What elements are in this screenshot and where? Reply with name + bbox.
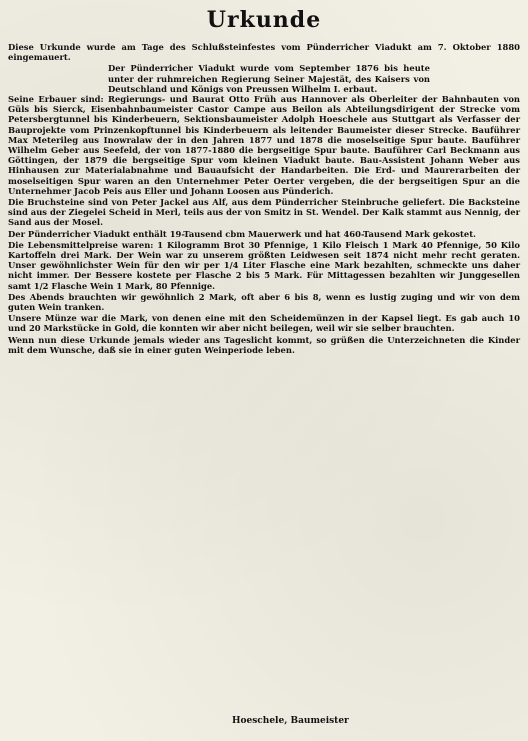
document-title: Urkunde bbox=[206, 7, 322, 33]
materials-paragraph: Die Bruchsteine sind von Peter Jackel aus Alf, aus dem Pünderricher Steinbruche geliefert. Die Backsteine sind aus der Ziegelei Scheid in Merl, teils aus der von Smitz in St. Wendel. Der Kalk stammt aus Nennig, der Sand aus der Mosel. bbox=[8, 197, 520, 228]
evening-paragraph: Des Abends brauchten wir gewöhnlich 2 Mark, oft aber 6 bis 8, wenn es lustig zuging und wir von dem guten Wein tranken. bbox=[8, 291, 520, 313]
cost-paragraph: Der Pünderricher Viadukt enthält 19-Tausend cbm Mauerwerk und hat 460-Tausend Mark gekostet. bbox=[8, 228, 476, 239]
intro-paragraph: Diese Urkunde wurde am Tage des Schlußsteinfestes vom Pünderricher Viadukt am 7. Oktober 1880 eingemauert. bbox=[8, 42, 520, 63]
signature: Hoeschele, Baumeister bbox=[232, 716, 349, 726]
centered-dedication: Der Pünderricher Viadukt wurde vom September 1876 bis heute unter der ruhmreichen Regierung Seiner Majestät, des Kaisers von Deutschland und Königs von Preussen Wilhelm I. erbaut. bbox=[108, 63, 430, 94]
builders-paragraph: Seine Erbauer sind: Regierungs- und Baurat Otto Früh aus Hannover als Oberleiter der Bahnbauten von Güls bis Sierck, Eisenbahnbaumeister Castor Campe aus Beilon als Abteilungsdirigent der Strecke vom Petersbergtunnel bis Kinderbeuern, Sektionsbaumeister Adolph Hoeschele aus Stuttgart als Verfasser der Bauprojekte vom Prinzenkopftunnel bis Kinderbeuern als leitender Baumeister dieser Strecke. Bauführer Max Meterileg aus Inowralaw der in den Jahren 1877 und 1878 die moselseitige Spur baute. Bauführer Wilhelm Geber aus Seefeld, der von 1877-1880 die bergseitige Spur baute. Bauführer Carl Beckmann aus Göttingen, der 1879 die bergseitige Spur vom kleinen Viadukt baute. Bau-Assistent Johann Weber aus Hinhausen zur Materialabnahme und Bauaufsicht der Handarbeiten. Die Erd- und Maurerarbeiten der moselseitigen Spur waren an den Unternehmer Peter Oerter vergeben, die der bergseitigen Spur an die Unternehmer Jacob Peis aus Eller und Johann Loosen aus Pünderich. bbox=[8, 94, 520, 196]
greeting-paragraph: Wenn nun diese Urkunde jemals wieder ans Tageslicht kommt, so grüßen die Unterzeichneten die Kinder mit dem Wunsche, daß sie in einer guten Weinperiode leben. bbox=[8, 334, 520, 355]
coins-paragraph: Unsere Münze war die Mark, von denen eine mit den Scheidemünzen in der Kapsel liegt. Es gab auch 10 und 20 Markstücke in Gold, die konnten wir aber nicht beilegen, weil wir sie selber brauchten. bbox=[8, 313, 520, 334]
prices-paragraph: Die Lebensmittelpreise waren: 1 Kilogramm Brot 30 Pfennige, 1 Kilo Fleisch 1 Mark 40 Pfennige, 50 Kilo Kartoffeln drei Mark. Der Wein war zu unserem größten Leidwesen seit 1874 nicht mehr recht geraten. Unser gewöhnlichster Wein für den wir per 1/4 Liter Flasche eine Mark bezahlten, schmeckte uns daher nicht immer. Der Bessere kostete per Flasche 2 bis 5 Mark. Für Mittagessen bezahlten wir Junggesellen samt 1/2 Flasche Wein 1 Mark, 80 Pfennige. bbox=[8, 239, 520, 291]
